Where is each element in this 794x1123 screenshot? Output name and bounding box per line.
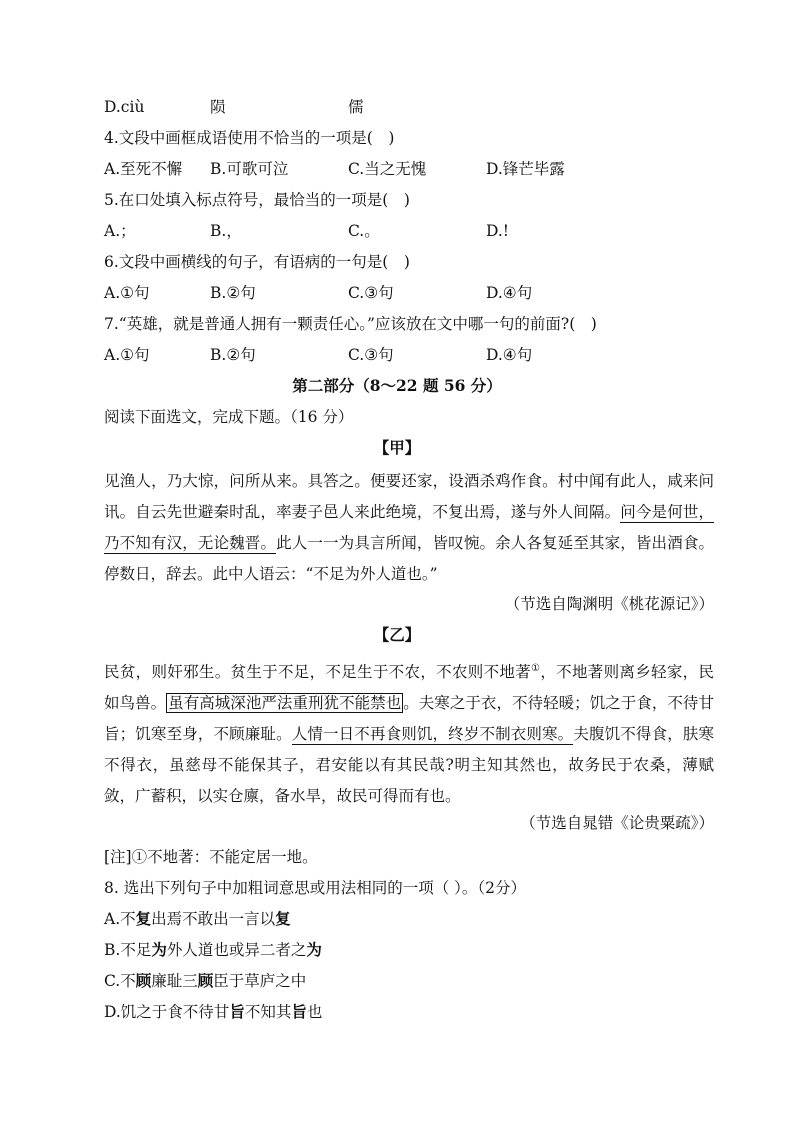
q7-option-b: B.②句 (210, 346, 256, 364)
q6-option-c: C.③句 (348, 284, 394, 302)
q6-option-d: D.④句 (486, 284, 533, 302)
q8-b-bold2: 为 (306, 940, 322, 959)
q5-option-a: A.； (104, 222, 136, 240)
q8-c-post: 臣于草庐之中 (213, 972, 307, 990)
annotation-note: [注]①不地著：不能定居一地。 (104, 848, 318, 866)
q8-a-bold1: 复 (135, 909, 152, 928)
q8-a-mid: 出焉不敢出一言以 (151, 910, 276, 928)
q8-c-pre: C.不 (104, 972, 136, 990)
passage-jia-part1: 见渔人，乃大惊，问所从来。具答之。便要还家，设酒杀鸡作食。村中闻有此人，咸来问讯。自云先世避秦时乱，率妻子邑人来此绝境，不复出焉，遂与外人间隔。 (104, 472, 714, 521)
q8-d-post: 也 (306, 1003, 323, 1021)
q8-a-bold2: 复 (275, 909, 291, 928)
passage-yi-underlined: 人情一日不再食则饥，终岁不制衣则寒。 (291, 725, 574, 744)
q3-option-d-word2: 儒 (348, 98, 364, 116)
q7-stem: 7.“英雄，就是普通人拥有一颗责任心。”应该放在文中哪一句的前面?( ) (104, 315, 597, 333)
passage-yi-text (104, 653, 714, 812)
q8-b-mid: 外人道也或异二者之 (166, 941, 307, 959)
q8-c-bold1: 顾 (135, 971, 152, 990)
q5-option-d: D.! (486, 222, 510, 240)
q3-option-d-label: D.ciù (104, 98, 145, 116)
q8-option-d (104, 1001, 322, 1023)
passage-yi-boxed: 虽有高城深池严法重刑犹不能禁也 (168, 694, 402, 713)
q7-option-d: D.④句 (486, 346, 533, 364)
q4-option-b: B.可歌可泣 (210, 160, 289, 178)
passage-jia-text (104, 466, 714, 590)
passage-yi-source: （节选自晁错《论贵粟疏》） (520, 814, 714, 832)
passage-yi-part1: 民贫，则奸邪生。贫生于不足，不足生于不农，不农则不地著 (104, 663, 532, 682)
q8-d-pre: D.饥之于食不待甘 (104, 1003, 230, 1021)
q8-b-pre: B.不足 (104, 941, 152, 959)
q8-d-bold2: 旨 (291, 1002, 307, 1021)
q4-option-d: D.锋芒毕露 (486, 160, 565, 178)
q7-option-a: A.①句 (104, 346, 150, 364)
q8-option-a (104, 908, 291, 930)
q4-stem: 4.文段中画框成语使用不恰当的一项是( ) (104, 129, 395, 147)
q5-option-c: C.。 (348, 222, 380, 240)
passage-jia-part2: 此人一一为具言所闻，皆叹惋。余人各复延至其家，皆出酒食。停数日，辞去。此中人语云：“不足为外人道也。” (104, 534, 714, 583)
q8-option-c (104, 970, 306, 992)
passage-jia-source: （节选自陶渊明《桃花源记》） (504, 595, 714, 613)
reading-intro: 阅读下面选文，完成下题。（16 分） (104, 408, 354, 426)
q4-option-a: A.至死不懈 (104, 160, 183, 178)
q8-stem: 8. 选出下列句子中加粗词意思或用法相同的一项（ ）。（2分） (104, 879, 527, 897)
passage-yi-part2: ，不地著则离乡轻家，民如鸟兽。 (104, 663, 714, 713)
q4-option-c: C.当之无愧 (348, 160, 427, 178)
passage-yi-label: 【乙】 (373, 625, 421, 644)
passage-yi-part3: 。夫寒之于衣，不待轻暖；饥之于食，不待甘旨；饥寒至身，不顾廉耻。 (104, 694, 714, 744)
q6-option-a: A.①句 (104, 284, 150, 302)
note-mark: ① (531, 663, 541, 674)
q6-stem: 6.文段中画横线的句子，有语病的一句是( ) (104, 253, 410, 271)
q8-a-pre: A.不 (104, 910, 136, 928)
q8-c-bold2: 顾 (197, 971, 214, 990)
passage-jia-underlined: 问今是何世，乃不知有汉，无论魏晋。 (104, 503, 714, 552)
part2-title: 第二部分（8～22 题 56 分） (292, 376, 502, 395)
q7-option-c: C.③句 (348, 346, 394, 364)
q5-option-b: B.， (210, 222, 242, 240)
q3-option-d-word1: 陨 (210, 98, 226, 116)
q5-stem: 5.在口处填入标点符号，最恰当的一项是( ) (104, 191, 410, 209)
passage-jia-label: 【甲】 (373, 438, 421, 457)
q8-d-mid: 不知其 (244, 1003, 292, 1021)
q6-option-b: B.②句 (210, 284, 256, 302)
q8-c-mid: 廉耻三 (151, 972, 198, 990)
passage-yi-part4: 夫腹饥不得食，肤寒不得衣，虽慈母不能保其子，君安能以有其民哉?明主知其然也，故务民于农桑，薄赋敛，广蓄积，以实仓廪，备水旱，故民可得而有也。 (104, 725, 714, 806)
q8-option-b (104, 939, 322, 961)
q8-b-bold1: 为 (151, 940, 167, 959)
q8-d-bold1: 旨 (229, 1002, 245, 1021)
